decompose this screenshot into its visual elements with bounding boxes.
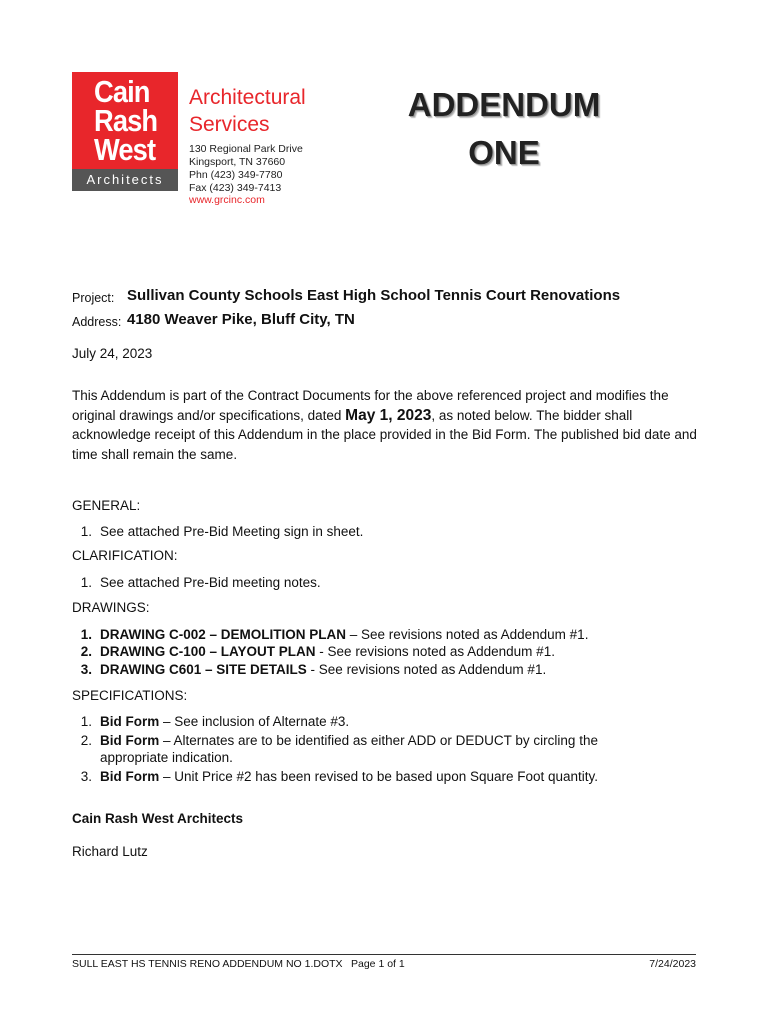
- footer-page-number: Page 1 of 1: [351, 958, 405, 970]
- list-text: See attached Pre-Bid Meeting sign in sheet.: [100, 524, 364, 539]
- section-heading-clarification: CLARIFICATION:: [72, 548, 178, 563]
- list-number: 1.: [80, 714, 92, 729]
- list-bold-text: Bid Form: [100, 714, 160, 729]
- intro-paragraph: [72, 386, 702, 464]
- list-text: See attached Pre-Bid meeting notes.: [100, 575, 321, 590]
- list-number: 2.: [80, 733, 92, 748]
- signature-firm: Cain Rash West Architects: [72, 811, 244, 826]
- firm-fax: Fax (423) 349-7413: [189, 182, 282, 194]
- list-number: 3.: [80, 769, 92, 784]
- firm-website-link[interactable]: www.grcinc.com: [189, 194, 265, 206]
- list-bold-text: DRAWING C-100 – LAYOUT PLAN: [100, 644, 316, 659]
- list-bold-text: DRAWING C-002 – DEMOLITION PLAN: [100, 627, 347, 642]
- logo-line-west: West: [94, 132, 156, 167]
- logo-tagline: Architects: [86, 172, 164, 187]
- project-name: Sullivan County Schools East High School Tennis Court Renovations: [127, 287, 621, 304]
- list-bold-text: Bid Form: [100, 769, 160, 784]
- intro-text-2: , as noted below. The bidder shall acknowledge receipt of this Addendum in the place provided in the Bid Form. The published bid date and time shall remain the same.: [72, 407, 697, 462]
- list-number: 3.: [80, 662, 92, 677]
- footer-filename: SULL EAST HS TENNIS RENO ADDENDUM NO 1.DOTX: [72, 958, 343, 970]
- section-heading-general: GENERAL:: [72, 498, 141, 513]
- signature-name: Richard Lutz: [72, 844, 148, 859]
- list-number: 1.: [80, 575, 92, 590]
- logo-wordmark: [94, 74, 158, 167]
- list-text: – Alternates are to be identified as either ADD or DEDUCT by circling the appropriate indication.: [100, 733, 598, 765]
- list-text: - See revisions noted as Addendum #1.: [315, 644, 555, 659]
- firm-street: 130 Regional Park Drive: [189, 143, 303, 155]
- project-address: 4180 Weaver Pike, Bluff City, TN: [127, 311, 355, 328]
- footer-date: 7/24/2023: [649, 958, 696, 970]
- logo-line-rash: Rash: [94, 103, 158, 138]
- document-title-line2: ONE: [468, 134, 540, 171]
- list-number: 2.: [80, 644, 92, 659]
- firm-title-line2: Services: [189, 113, 270, 136]
- list-text: – See inclusion of Alternate #3.: [159, 714, 350, 729]
- firm-phone: Phn (423) 349-7780: [189, 169, 283, 181]
- intro-bold-date: May 1, 2023: [345, 406, 432, 424]
- list-text: – Unit Price #2 has been revised to be based upon Square Foot quantity.: [159, 769, 599, 784]
- footer-divider: [72, 954, 696, 955]
- project-label: Project:: [72, 291, 115, 305]
- document-date: July 24, 2023: [72, 346, 153, 361]
- section-heading-specifications: SPECIFICATIONS:: [72, 688, 188, 703]
- list-number: 1.: [80, 627, 92, 642]
- list-bold-text: DRAWING C601 – SITE DETAILS: [100, 662, 307, 677]
- address-label: Address:: [72, 315, 122, 329]
- firm-city: Kingsport, TN 37660: [189, 156, 286, 168]
- firm-title-line1: Architectural: [189, 86, 306, 109]
- list-bold-text: Bid Form: [100, 733, 160, 748]
- intro-text-1: This Addendum is part of the Contract Documents for the above referenced project and modifies the original drawings and/or specifications, dated: [72, 388, 669, 423]
- list-text: – See revisions noted as Addendum #1.: [346, 627, 589, 642]
- logo-line-cain: Cain: [94, 74, 150, 109]
- list-number: 1.: [80, 524, 92, 539]
- section-heading-drawings: DRAWINGS:: [72, 600, 150, 615]
- document-title-line1: ADDENDUM: [407, 86, 601, 123]
- list-text: - See revisions noted as Addendum #1.: [306, 662, 547, 677]
